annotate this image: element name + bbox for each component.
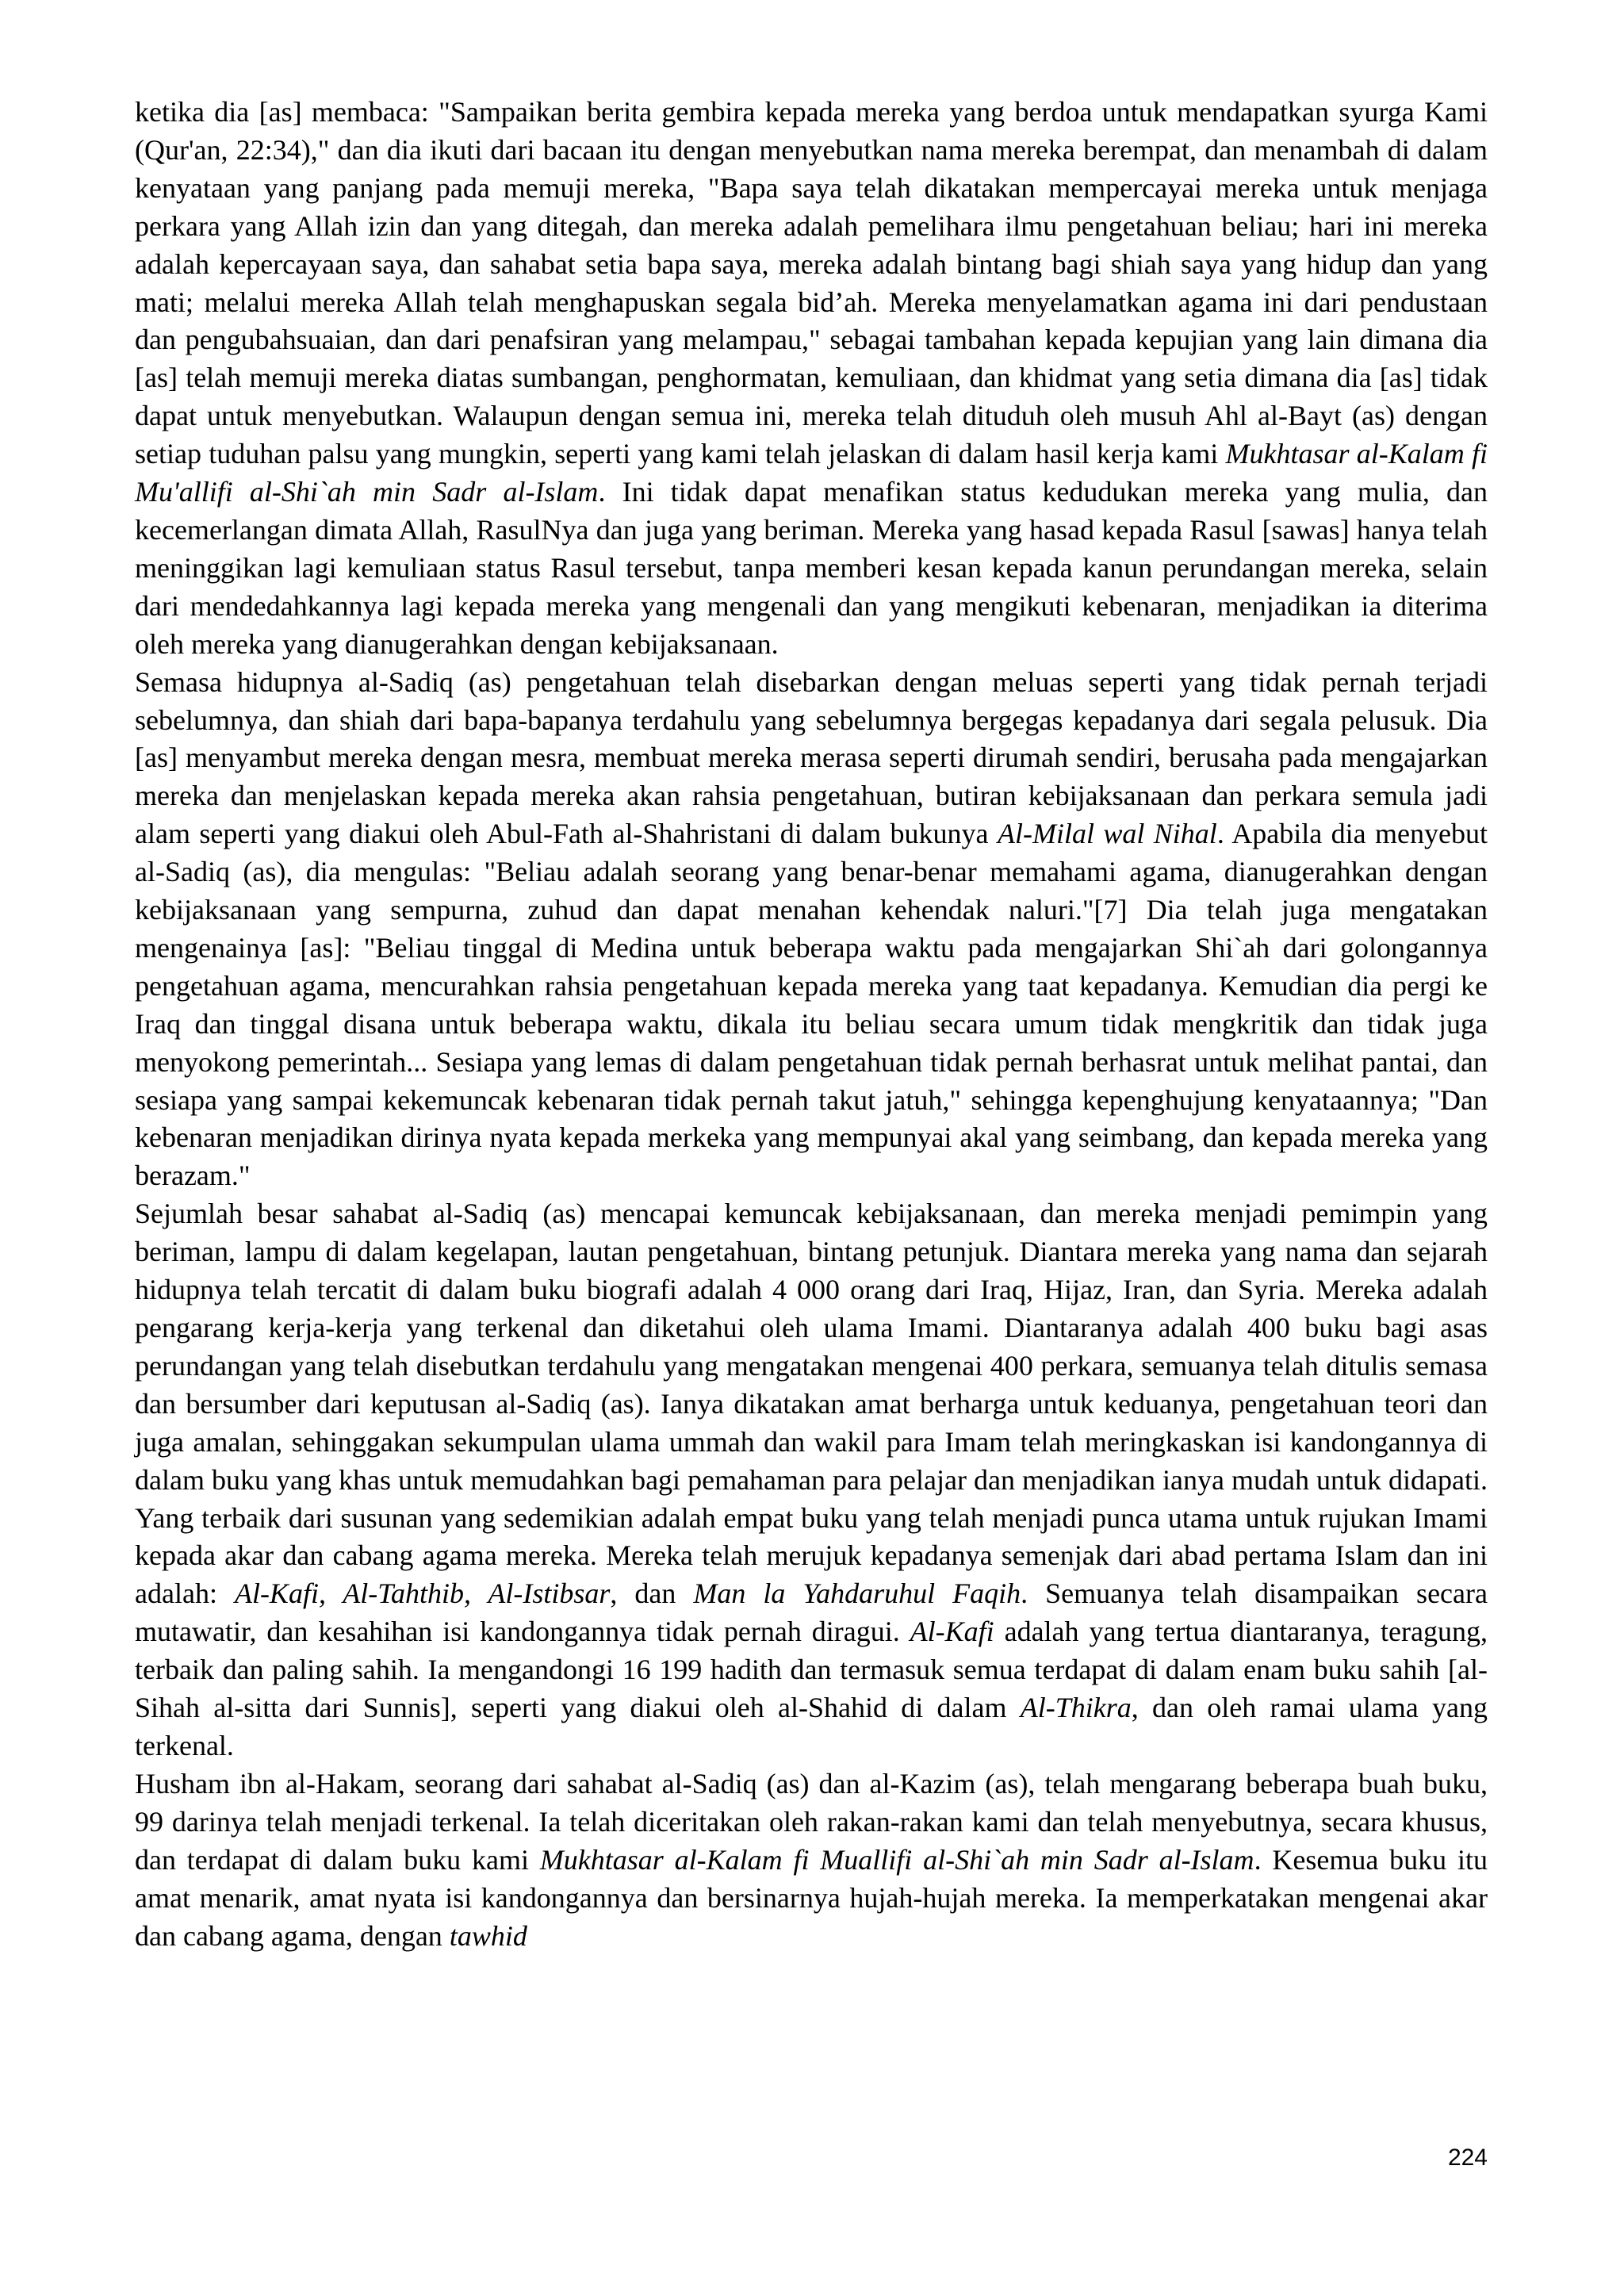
- text-run: ketika dia [as] membaca: "Sampaikan berita gembira kepada mereka yang berdoa untuk mendapatkan syurga Kami (Qur'an, 22:34)," dan dia ikuti dari bacaan itu dengan menyebutkan nama mereka berempat, dan menambah di dalam kenyataan yang panjang pada memuji mereka, "Bapa saya telah dikatakan mempercayai mereka untuk menjaga perkara yang Allah izin dan yang ditegah, dan mereka adalah pemelihara ilmu pengetahuan beliau; hari ini mereka adalah kepercayaan saya, dan sahabat setia bapa saya, mereka adalah bintang bagi shiah saya yang hidup dan yang mati; melalui mereka Allah telah menghapuskan segala bid’ah. Mereka menyelamatkan agama ini dari pendustaan dan pengubahsuaian, dan dari penafsiran yang melampau," sebagai tambahan kepada kepujian yang lain dimana dia [as] telah memuji mereka diatas sumbangan, penghormatan, kemuliaan, dan khidmat yang setia dimana dia [as] tidak dapat untuk menyebutkan. Walaupun dengan semua ini, mereka telah dituduh oleh musuh Ahl al-Bayt (as) dengan setiap tuduhan palsu yang mungkin, seperti yang kami telah jelaskan di dalam hasil kerja kami: [135, 96, 1488, 470]
- text-run: Husham ibn al-Hakam, seorang dari sahabat al-Sadiq (as) dan al-Kazim (as), telah mengarang beberapa buah buku, 99 darinya telah menjadi terkenal. Ia telah diceritakan oleh rakan-rakan kami dan telah menyebutnya, secara khusus, dan terdapat di dalam buku kami: [135, 1767, 1488, 1876]
- text-run: , dan: [610, 1577, 694, 1610]
- italic-term: tawhid: [449, 1919, 527, 1952]
- text-run: . Ini tidak dapat menafikan status kedudukan mereka yang mulia, dan kecemerlangan dimata Allah, RasulNya dan juga yang beriman. Mereka yang hasad kepada Rasul [sawas] hanya telah meninggikan lagi kemuliaan status Rasul tersebut, tanpa memberi kesan kepada kanun perundangan mereka, selain dari mendedahkannya lagi kepada mereka yang mengenali dan yang mengikuti kebenaran, menjadikan ia diterima oleh mereka yang dianugerahkan dengan kebijaksanaan.: [135, 476, 1488, 660]
- text-run: , dan oleh ramai ulama yang terkenal.: [135, 1692, 1488, 1761]
- paragraph: [135, 1765, 1488, 1956]
- text-run: . Semuanya telah disampaikan secara mutawatir, dan kesahihan isi kandongannya tidak pernah diragui.: [135, 1577, 1488, 1648]
- paragraph: [135, 664, 1488, 1196]
- page-number: 224: [1447, 2145, 1488, 2171]
- paragraph: [135, 94, 1488, 664]
- text-run: . Kesemua buku itu amat menarik, amat nyata isi kandongannya dan bersinarnya hujah-hujah mereka. Ia memperkatakan mengenai akar dan cabang agama, dengan: [135, 1843, 1488, 1952]
- book-title: Mukhtasar al-Kalam fi Muallifi al-Shi`ah min Sadr al-Islam: [539, 1843, 1254, 1876]
- book-title: Al-Milal wal Nihal: [997, 818, 1217, 850]
- paragraph: [135, 1195, 1488, 1765]
- book-title: Al-Kafi: [910, 1616, 994, 1648]
- body-text: [135, 94, 1488, 1955]
- text-run: Sejumlah besar sahabat al-Sadiq (as) mencapai kemuncak kebijaksanaan, dan mereka menjadi pemimpin yang beriman, lampu di dalam kegelapan, lautan pengetahuan, bintang petunjuk. Diantara mereka yang nama dan sejarah hidupnya telah tercatit di dalam buku biografi adalah 4 000 orang dari Iraq, Hijaz, Iran, dan Syria. Mereka adalah pengarang kerja-kerja yang terkenal dan diketahui oleh ulama Imami. Diantaranya adalah 400 buku bagi asas perundangan yang telah disebutkan terdahulu yang mengatakan mengenai 400 perkara, semuanya telah ditulis semasa dan bersumber dari keputusan al-Sadiq (as). Ianya dikatakan amat berharga untuk keduanya, pengetahuan teori dan juga amalan, sehinggakan sekumpulan ulama ummah dan wakil para Imam telah meringkaskan isi kandongannya di dalam buku yang khas untuk memudahkan bagi pemahaman para pelajar dan menjadikan ianya mudah untuk didapati. Yang terbaik dari susunan yang sedemikian adalah empat buku yang telah menjadi punca utama untuk rujukan Imami kepada akar dan cabang agama mereka. Mereka telah merujuk kepadanya semenjak dari abad pertama Islam dan ini adalah:: [135, 1198, 1488, 1610]
- book-title: Al-Kafi, Al-Tahthib, Al-Istibsar: [234, 1577, 611, 1610]
- text-run: adalah yang tertua diantaranya, teragung, terbaik dan paling sahih. Ia mengandongi 16 199 hadith dan termasuk semua terdapat di dalam enam buku sahih [al-Sihah al-sitta dari Sunnis], seperti yang diakui oleh al-Shahid di dalam: [135, 1616, 1488, 1724]
- text-run: . Apabila dia menyebut al-Sadiq (as), dia mengulas: "Beliau adalah seorang yang benar-benar memahami agama, dianugerahkan dengan kebijaksanaan yang sempurna, zuhud dan dapat menahan kehendak naluri."[7] Dia telah juga mengatakan mengenainya [as]: "Beliau tinggal di Medina untuk beberapa waktu pada mengajarkan Shi`ah dari golongannya pengetahuan agama, mencurahkan rahsia pengetahuan kepada mereka yang taat kepadanya. Kemudian dia pergi ke Iraq dan tinggal disana untuk beberapa waktu, dikala itu beliau secara umum tidak mengkritik dan tidak juga menyokong pemerintah... Sesiapa yang lemas di dalam pengetahuan tidak pernah berhasrat untuk melihat pantai, dan sesiapa yang sampai kekemuncak kebenaran tidak pernah takut jatuh," sehingga kepenghujung kenyataannya; "Dan kebenaran menjadikan dirinya nyata kepada merkeka yang mempunyai akal yang seimbang, dan kepada mereka yang berazam.": [135, 818, 1488, 1192]
- book-title: Mukhtasar al-Kalam fi Mu'allifi al-Shi`ah min Sadr al-Islam: [135, 438, 1488, 508]
- book-title: Al-Thikra: [1020, 1692, 1132, 1724]
- book-title: Man la Yahdaruhul Faqih: [693, 1577, 1021, 1610]
- text-run: Semasa hidupnya al-Sadiq (as) pengetahuan telah disebarkan dengan meluas seperti yang tidak pernah terjadi sebelumnya, dan shiah dari bapa-bapanya terdahulu yang sebelumnya bergegas kepadanya dari segala pelusuk. Dia [as] menyambut mereka dengan mesra, membuat mereka merasa seperti dirumah sendiri, berusaha pada mengajarkan mereka dan menjelaskan kepada mereka akan rahsia pengetahuan, butiran kebijaksanaan dan perkara semula jadi alam seperti yang diakui oleh Abul-Fath al-Shahristani di dalam bukunya: [135, 665, 1488, 850]
